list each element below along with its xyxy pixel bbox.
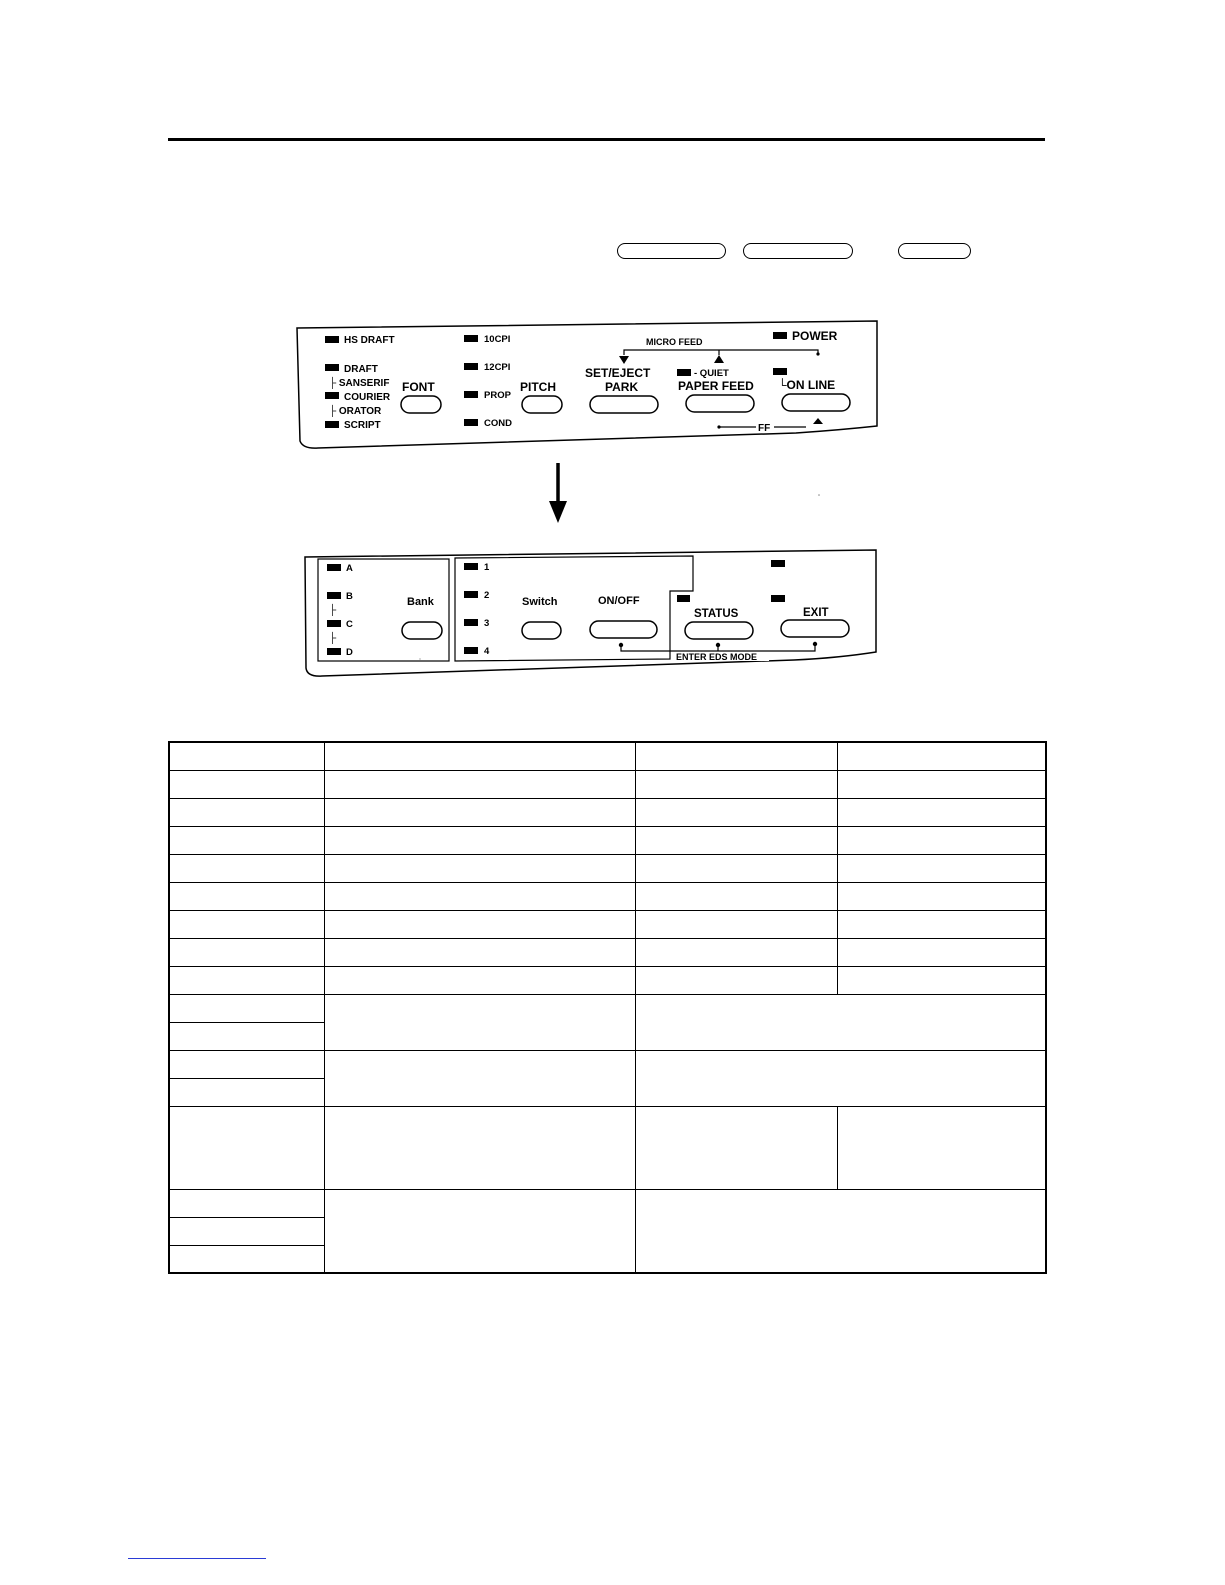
table-cell [169, 910, 324, 938]
table-cell [837, 826, 1046, 854]
setting-table [168, 741, 1047, 1274]
led-prop: PROP [484, 390, 511, 401]
led-draft: DRAFT [344, 364, 378, 375]
table-cell [169, 826, 324, 854]
table-cell [169, 770, 324, 798]
table-cell [837, 854, 1046, 882]
table-row [169, 910, 1046, 938]
led-a: A [346, 563, 353, 574]
table-cell [635, 1050, 1046, 1106]
micro-feed-label: MICRO FEED [646, 337, 703, 347]
table-row [169, 938, 1046, 966]
table-row [169, 966, 1046, 994]
table-cell [837, 882, 1046, 910]
table-cell [324, 798, 635, 826]
table-cell [169, 742, 324, 770]
led-right-1 [771, 560, 785, 567]
table-cell [324, 1106, 635, 1189]
font-button-label: FONT [402, 380, 435, 394]
led-cond: COND [484, 418, 512, 429]
led-12cpi: 12CPI [484, 362, 511, 373]
table-cell [169, 798, 324, 826]
led-orator: ├ ORATOR [329, 406, 382, 417]
table-cell [635, 770, 837, 798]
paper-feed-button[interactable] [686, 395, 754, 412]
status-button-label: STATUS [694, 608, 739, 620]
onoff-button[interactable] [590, 621, 657, 638]
table-cell [635, 798, 837, 826]
on-line-label: └ON LINE [778, 378, 836, 392]
paper-feed-label: PAPER FEED [678, 379, 754, 393]
table-row [169, 742, 1046, 770]
table-row [169, 826, 1046, 854]
original-control-panel [297, 321, 877, 448]
table-row [169, 1050, 1046, 1078]
table-cell [169, 1106, 324, 1189]
led-on-line [773, 368, 787, 375]
table-row [169, 854, 1046, 882]
table-row [169, 994, 1046, 1022]
exit-button[interactable] [781, 620, 849, 637]
led-d: D [346, 647, 353, 658]
table-cell [837, 910, 1046, 938]
footer-link-underline[interactable] [128, 1558, 266, 1559]
table-cell [837, 798, 1046, 826]
table-cell [635, 966, 837, 994]
table-cell [837, 742, 1046, 770]
switch-button-label: Switch [522, 596, 558, 608]
table-cell [324, 770, 635, 798]
micro-feed-up-icon [714, 355, 724, 363]
table-cell [324, 854, 635, 882]
on-line-button[interactable] [782, 394, 850, 411]
pitch-button-label: PITCH [520, 380, 556, 394]
table-cell [324, 1189, 635, 1273]
bank-group-box [318, 559, 449, 661]
switch-button[interactable] [522, 622, 561, 639]
eds-control-panel [305, 550, 876, 676]
onoff-button-label: ON/OFF [598, 595, 640, 607]
led-hs-draft: HS DRAFT [344, 335, 395, 346]
status-button[interactable] [685, 622, 753, 639]
led-status [677, 595, 690, 602]
switch-group-box [455, 556, 693, 661]
table-cell [635, 1189, 1046, 1273]
table-row [169, 770, 1046, 798]
transition-arrow-icon [549, 463, 567, 523]
led-sanserif: ├ SANSERIF [329, 378, 390, 389]
bank-button[interactable] [402, 622, 442, 639]
enter-eds-mode-label: ENTER EDS MODE [676, 652, 758, 662]
table-cell [169, 1245, 324, 1273]
table-cell [324, 938, 635, 966]
bank-tree-1: ├ [329, 605, 337, 616]
table-cell [324, 1050, 635, 1106]
led-2: 2 [484, 590, 490, 601]
led-courier: COURIER [344, 392, 391, 403]
table-cell [324, 882, 635, 910]
led-1: 1 [484, 562, 490, 573]
led-quiet: - QUIET [694, 368, 729, 379]
table-cell [635, 938, 837, 966]
table-cell [837, 770, 1046, 798]
bank-button-label: Bank [407, 596, 434, 608]
table-cell [169, 1050, 324, 1078]
pitch-led-list [464, 334, 512, 429]
table-cell [169, 1189, 324, 1217]
table-cell [837, 966, 1046, 994]
table-cell [169, 882, 324, 910]
table-cell [635, 742, 837, 770]
table-cell [169, 1022, 324, 1050]
table-cell [169, 938, 324, 966]
table-cell [635, 1106, 837, 1189]
font-button[interactable] [401, 396, 441, 413]
led-c: C [346, 619, 353, 630]
table-cell [635, 854, 837, 882]
led-right-2 [771, 595, 785, 602]
set-eject-label: SET/EJECT [585, 366, 651, 380]
bank-tree-2: ├ [329, 633, 337, 644]
led-4: 4 [484, 646, 490, 657]
led-b: B [346, 591, 353, 602]
led-3: 3 [484, 618, 490, 629]
table-cell [635, 910, 837, 938]
font-led-list [325, 335, 395, 431]
table-row [169, 1106, 1046, 1189]
ff-up-icon [813, 418, 823, 424]
led-10cpi: 10CPI [484, 334, 511, 345]
table-cell [635, 882, 837, 910]
panel-illustration [0, 0, 1225, 740]
park-label: PARK [605, 380, 639, 394]
table-cell [169, 1217, 324, 1245]
table-cell [324, 826, 635, 854]
table-cell [324, 910, 635, 938]
led-script: SCRIPT [344, 420, 381, 431]
table-cell [169, 1078, 324, 1106]
table-cell [169, 854, 324, 882]
micro-feed-down-icon [619, 356, 629, 364]
table-row [169, 1189, 1046, 1217]
table-cell [169, 966, 324, 994]
table-row [169, 882, 1046, 910]
pitch-button[interactable] [522, 396, 562, 413]
table-cell [837, 1106, 1046, 1189]
power-label: POWER [792, 329, 838, 343]
table-cell [635, 994, 1046, 1050]
table-cell [837, 938, 1046, 966]
table-cell [324, 742, 635, 770]
table-cell [324, 994, 635, 1050]
set-eject-button[interactable] [590, 396, 658, 413]
table-cell [635, 826, 837, 854]
ff-label: FF [758, 423, 771, 434]
table-row [169, 798, 1046, 826]
table-cell [324, 966, 635, 994]
table-cell [169, 994, 324, 1022]
exit-button-label: EXIT [803, 607, 829, 619]
